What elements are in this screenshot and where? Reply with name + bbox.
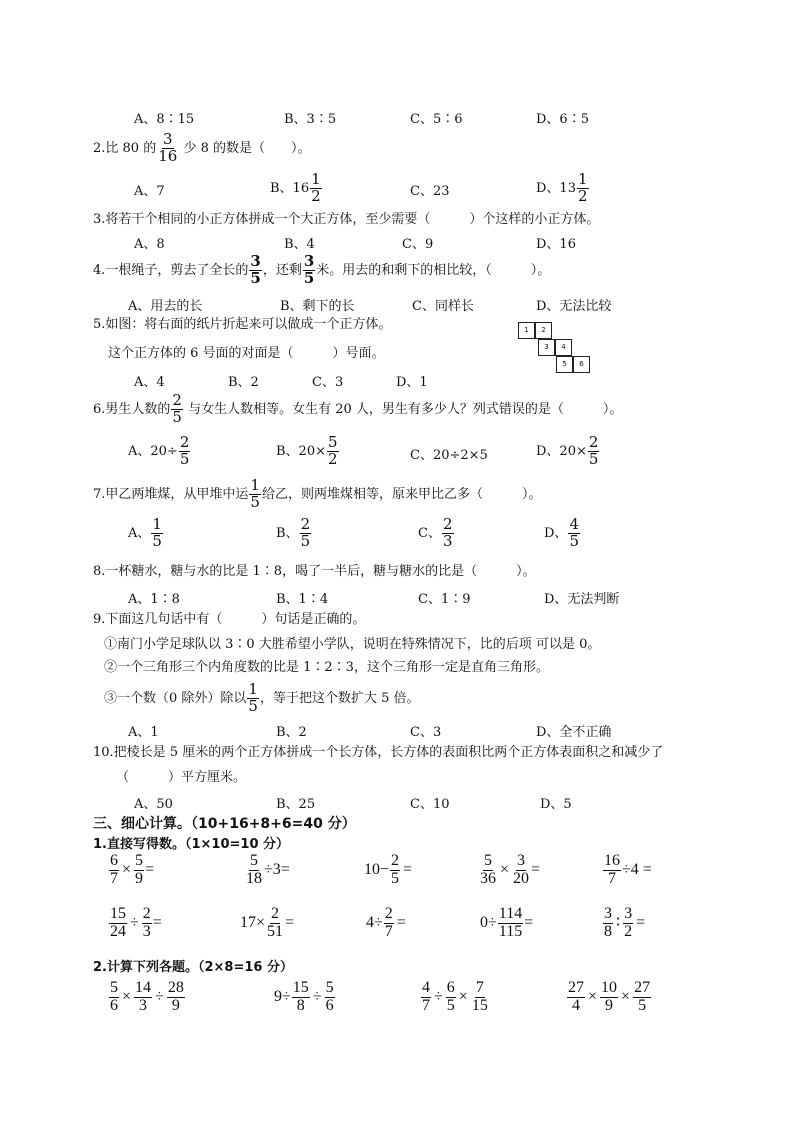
question-3: 3.将若干个相同的小正方体拼成一个大正方体，至少需要（ ）个这样的小正方体。 [93,212,600,227]
q3-option-a: A、8 [134,237,165,252]
q7-option-c: C、 $\frac{2}{3}$ [418,515,453,550]
net-cell-1: 1 [518,322,535,339]
question-5: 5.如图：将右面的纸片折起来可以做成一个正方体。 [93,317,392,332]
q5-option-d: D、1 [396,375,428,390]
question-8: 8.一杯糖水，糖与水的比是 1∶8，喝了一半后，糖与糖水的比是（ ）。 [93,564,536,579]
q7-option-a: A、 $\frac{1}{5}$ [128,515,162,550]
calc-c3: $\frac{4}{7}$ ÷ $\frac{6}{5}$ × $\frac{7}{15}$ [422,979,488,1014]
calc-c1: $\frac{5}{6}$ × $\frac{14}{3}$ ÷ $\frac{28}{9}$ [110,979,184,1014]
q5-option-a: A、4 [134,375,165,390]
question-4: 4.一根绳子，剪去了全长的 $\frac{3}{5}$ ，还剩 $\frac{3}{5}$ 米。用去的和剩下的相比较，（ ）。 [93,252,551,287]
exercise-r1c1: $\frac{6}{7}$ × $\frac{5}{9}$ = [110,852,155,887]
q6-option-c: C、20÷2×5 [410,448,488,463]
q1-option-d: D、6∶5 [536,112,589,127]
net-cell-6: 6 [573,356,590,373]
q9-option-c: C、3 [410,725,442,740]
statement-1: ①南门小学足球队以 3∶0 大胜希望小学队，说明在特殊情况下，比的后项 可以是 0。 [104,637,601,652]
part-2-title: 2.计算下列各题。（2×8=16 分） [93,960,293,975]
q8-option-b: B、1∶4 [276,592,329,607]
exercise-r2c1: $\frac{15}{24}$ ÷ $\frac{2}{3}$ = [110,905,162,940]
exercise-r2c5: $\frac{3}{8}$ ∶ $\frac{3}{2}$ = [604,905,646,940]
q6-option-b: B、20× $\frac{5}{2}$ [276,433,338,468]
fraction: $\frac{3}{16}$ [158,130,178,165]
question-6: 6.男生人数的 $\frac{2}{5}$ 与女生人数相等。女生有 20 人，男生有多少人？列式错误的是（ ）。 [93,391,623,426]
q8-option-c: C、1∶9 [418,592,471,607]
q9-option-a: A、1 [128,725,159,740]
q4-option-c: C、同样长 [412,299,474,314]
q10-option-b: B、25 [276,797,316,812]
q6-option-d: D、20× $\frac{2}{5}$ [536,433,599,468]
q5-option-c: C、3 [312,375,344,390]
q2-option-d: D、13 $\frac{1}{2}$ [536,170,588,205]
calc-c2: 9÷ $\frac{15}{8}$ ÷ $\frac{5}{6}$ [274,979,334,1014]
q9-option-b: B、2 [276,725,307,740]
q4-option-a: A、用去的长 [128,299,203,314]
exercise-r2c3: 4÷ $\frac{2}{7}$ = [366,905,406,940]
exercise-r1c3: 10− $\frac{2}{5}$ = [364,852,413,887]
question-2: 2.比 80 的 $\frac{3}{16}$ 少 8 的数是（ ）。 [93,130,311,165]
section-3-title: 三、细心计算。（10+16+8+6=40 分） [93,816,356,832]
q10-option-d: D、5 [540,797,572,812]
part-1-title: 1.直接写得数。（1×10=10 分） [93,837,290,852]
q4-option-d: D、无法比较 [536,299,612,314]
q7-option-d: D、 $\frac{4}{5}$ [544,515,579,550]
q1-option-a: A、8∶15 [134,112,195,127]
q1-option-b: B、3∶5 [284,112,337,127]
statement-3: ③一个数（0 除外）除以 $\frac{1}{5}$ ，等于把这个数扩大 5 倍。 [104,680,420,715]
question-5-line2: 这个正方体的 6 号面的对面是（ ）号面。 [108,346,385,361]
q3-option-d: D、16 [536,237,576,252]
q4-option-b: B、剩下的长 [280,299,355,314]
q9-option-d: D、全不正确 [536,725,612,740]
q5-option-b: B、2 [228,375,259,390]
question-7: 7.甲乙两堆煤，从甲堆中运 $\frac{1}{5}$ 给乙，则两堆煤相等，原来甲比乙多（ ）。 [93,476,542,511]
calc-c4: $\frac{27}{4}$ × $\frac{10}{9}$ × $\frac{27}{5}$ [568,979,651,1014]
exercise-r1c5: $\frac{16}{7}$ ÷4 = [604,852,652,887]
q3-option-b: B、4 [284,237,315,252]
q2-option-a: A、7 [134,184,165,199]
q2-option-c: C、23 [410,184,450,199]
question-10-line2: （ ）平方厘米。 [116,770,247,785]
exercise-r2c2: 17× $\frac{2}{51}$ = [240,905,295,940]
net-cell-5: 5 [556,356,573,373]
exercise-r2c4: 0÷ $\frac{114}{115}$ = [480,905,534,940]
statement-2: ②一个三角形三个内角度数的比是 1∶2∶3，这个三角形一定是直角三角形。 [104,660,549,675]
q10-option-a: A、50 [134,797,173,812]
q3-option-c: C、9 [402,237,434,252]
q8-option-a: A、1∶8 [128,592,180,607]
q2-option-b: B、16 $\frac{1}{2}$ [270,170,321,205]
q8-option-d: D、无法判断 [544,592,620,607]
q10-option-c: C、10 [410,797,450,812]
exercise-r1c2: $\frac{5}{18}$ ÷3= [246,852,290,887]
exercise-r1c4: $\frac{5}{36}$ × $\frac{3}{20}$ = [480,852,541,887]
net-cell-2: 2 [535,322,552,339]
question-10: 10.把棱长是 5 厘米的两个正方体拼成一个长方体，长方体的表面积比两个正方体表面积之和减少了 [93,745,664,760]
q1-option-c: C、5∶6 [410,112,463,127]
q7-option-b: B、 $\frac{2}{5}$ [276,515,311,550]
q6-option-a: A、20÷ $\frac{2}{5}$ [128,433,190,468]
question-9: 9.下面这几句话中有（ ）句话是正确的。 [93,612,366,627]
net-cell-4: 4 [555,339,572,356]
net-cell-3: 3 [538,339,555,356]
